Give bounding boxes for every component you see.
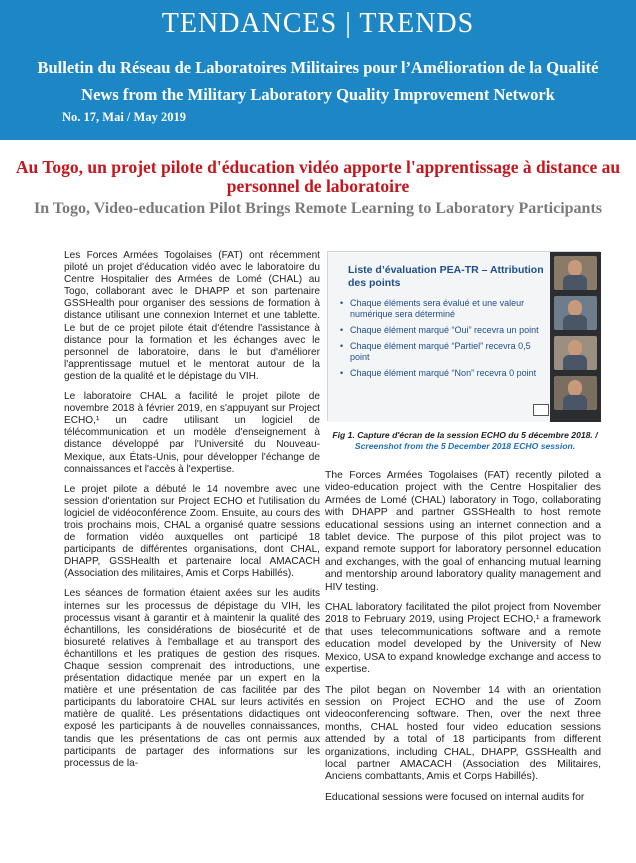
en-paragraph-4: Educational sessions were focused on internal audits for [325, 791, 585, 803]
slide-bullet: • Chaque élément marqué “Partiel” recevra 0,5 point [340, 341, 550, 363]
english-column [325, 470, 601, 863]
slide-bullet: • Chaque élément marqué “Oui” recevra un point [340, 325, 550, 336]
en-paragraph-2: CHAL laboratory facilitated the pilot project from November 2018 to February 2019, using Project ECHO,¹ a framework that uses telecommunications software and a remote education model developed by the University of New Mexico, USA to expand knowledge exchange and access to expertise. [325, 602, 601, 676]
slide-bullet-list [340, 298, 550, 384]
en-paragraph-1: The Forces Armées Togolaises (FAT) recently piloted a video-education project with the Centre Hospitalier des Armées de Lomé (CHAL) laboratory in Togo, collaborating with DHAPP and partner GSSHealth to host remote educational sessions using an internet connection and a tablet device. The purpose of this pilot project was to expand remote support for laboratory personnel education and exchanges, with the goal of enhancing mutual learning and mentorship around laboratory quality management and HIV testing. [325, 470, 601, 593]
participant-video-tile [554, 336, 597, 370]
newsletter-subtitle-fr: Bulletin du Réseau de Laboratoires Militaires pour l’Amélioration de la Qualité [37, 58, 599, 77]
en-paragraph-3: The pilot began on November 14 with an orientation session on Project ECHO and the use of Zoom videoconferencing software. Then, over the next three months, CHAL hosted four video education sessions attended by a total of 18 participants from different organizations, including CHAL, DHAPP, GSSHealth and local partner AMACACH (Association des Militaires, Anciens combattants, Amis et Corps Habillés). [325, 684, 601, 783]
person-icon [568, 300, 582, 316]
newsletter-subtitle-en: News from the Military Laboratory Quality Improvement Network [81, 85, 555, 104]
slide-title: Liste d’évaluation PEA-TR – Attribution des points [348, 264, 544, 289]
participant-video-tile [554, 376, 597, 410]
fr-paragraph-2: Le laboratoire CHAL a facilité le projet pilote de novembre 2018 à février 2019, en s'appuyant sur Project ECHO,¹ un cadre utilisant un logiciel de télécommunication et un modèle d'enseignement à distance développé par l'Université du Nouveau-Mexique, aux États-Unis, pour développer l'échange de connaissances et l'accès à l'expertise. [64, 391, 320, 475]
french-column [64, 250, 320, 863]
echo-logo-icon [533, 404, 549, 416]
participant-video-strip [550, 252, 601, 422]
fr-paragraph-1: Les Forces Armées Togolaises (FAT) ont récemment piloté un projet d'éducation vidéo avec le laboratoire du Centre Hospitalier des Armées de Lomé (CHAL) au Togo, collaborant avec le DHAPP et son partenaire GSSHealth pour organiser des sessions de formation à distance utilisant une connexion Internet et une tablette. Le but de ce projet pilote était d'étendre l'assistance à distance pour la formation et les échanges avec le personnel de laboratoire, dans le but d'améliorer l'apprentissage mutuel et le mentorat autour de la gestion de la qualité et le dépistage du VIH. [64, 250, 320, 382]
slide-bullet: • Chaque élément marqué “Non” recevra 0 point [340, 368, 550, 379]
article-title-en: In Togo, Video-education Pilot Brings Remote Learning to Laboratory Participants [34, 200, 602, 217]
person-icon [568, 260, 582, 276]
participant-video-tile [554, 296, 597, 330]
issue-number: No. 17, Mai / May 2019 [62, 110, 186, 124]
figure-caption-fr: Fig 1. Capture d'écran de la session ECHO du 5 décembre 2018. / [332, 430, 598, 440]
slide-bullet: • Chaque éléments sera évalué et une valeur numérique sera déterminé [340, 298, 550, 320]
participant-video-tile [554, 256, 597, 290]
person-icon [568, 340, 582, 356]
newsletter-header [0, 0, 636, 140]
article-title-fr: Au Togo, un projet pilote d'éducation vidéo apporte l'apprentissage à distance au personnel de laboratoire [15, 157, 621, 196]
person-icon [568, 380, 582, 396]
fr-paragraph-4: Les séances de formation étaient axées sur les audits internes sur les processus de dépistage du VIH, les processus visant à garantir et à maintenir la qualité des échantillons, les considérations de biosécurité et de biosureté relatives à l'emballage et au transport des échantillons et les pratiques de gestion des risques. Chaque session comprenait des introductions, une présentation didactique menée par un expert en la matière et une présentation de cas facilitée par des participants du laboratoire CHAL sur leurs activités en matière de qualité. Les présentations didactiques ont exposé les participants à de nouvelles connaissances, tandis que les présentations de cas ont permis aux participants de partager des informations sur les processus de la- [64, 588, 320, 769]
fr-paragraph-3: Le projet pilote a débuté le 14 novembre avec une session d'orientation sur Project ECHO et l'utilisation du logiciel de vidéoconférence Zoom. Ensuite, au cours des trois prochains mois, CHAL a organisé quatre sessions de formation vidéo auxquelles ont participé 18 participants de différentes organisations, dont CHAL, DHAPP, GSSHealth et partenaire local AMACACH (Association des militaires, Amis et Corps Habillés). [64, 483, 320, 580]
echo-session-screenshot [327, 251, 600, 421]
figure-caption-en: Screenshot from the 5 December 2018 ECHO session. [354, 440, 576, 451]
presentation-slide [328, 252, 550, 422]
figure-caption [327, 430, 603, 451]
newsletter-title: TENDANCES | TRENDS [161, 8, 475, 39]
